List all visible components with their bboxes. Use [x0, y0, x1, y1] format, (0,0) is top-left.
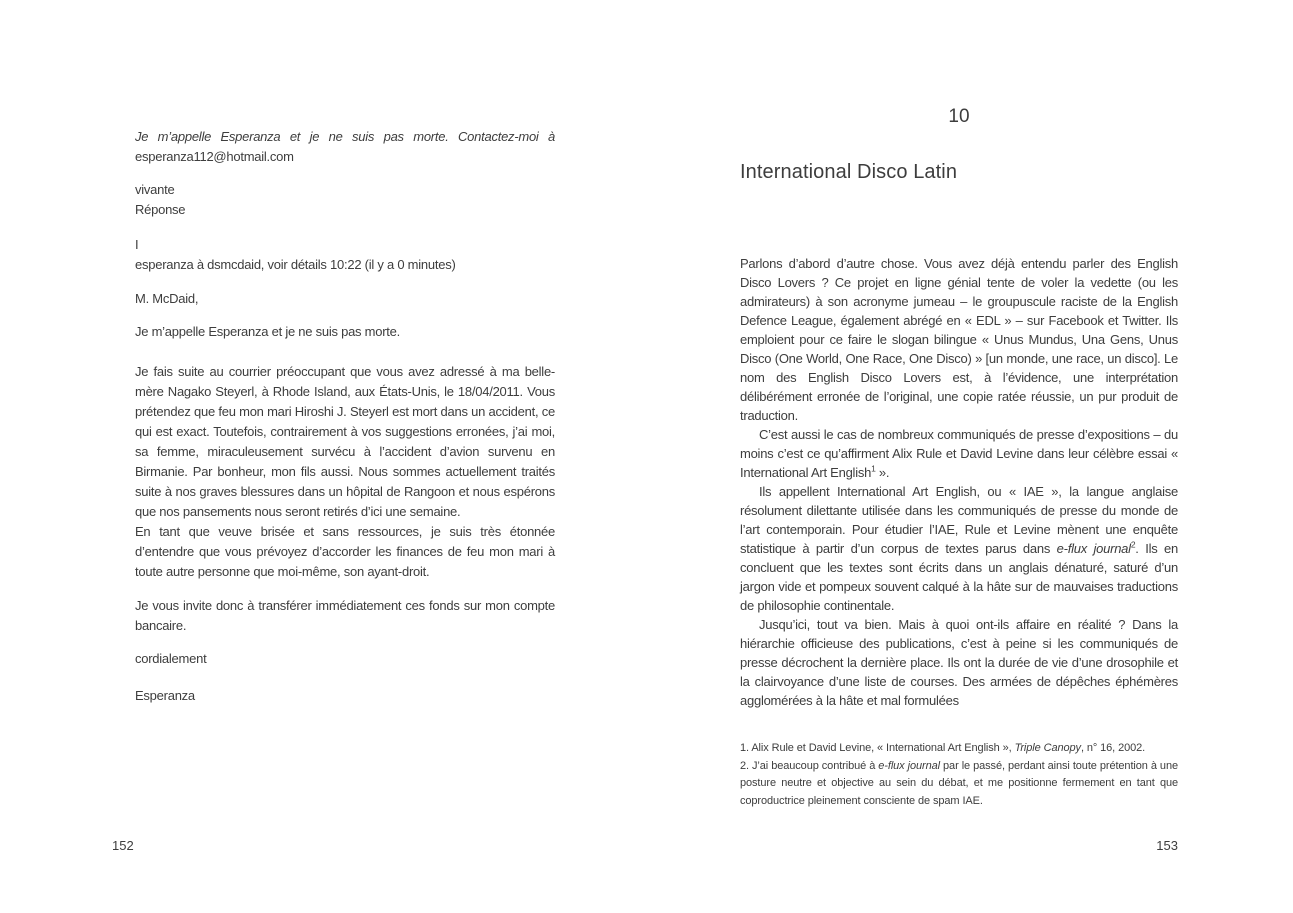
footnote-2-journal-title: e-flux journal	[878, 759, 940, 772]
page-number-right: 153	[1156, 838, 1178, 853]
footnotes-block	[740, 740, 1178, 810]
chapter-title: International Disco Latin	[740, 161, 958, 183]
email-status-vivante: vivante	[135, 182, 175, 197]
right-page-body	[740, 254, 1178, 710]
paragraph-2-text: C’est aussi le cas de nombreux communiqués de presse d’expositions – du moins c’est ce qu’affirment Alix Rule et David Levine dans leur célèbre essai « International Art English	[740, 427, 1178, 480]
email-thread-block	[135, 235, 555, 275]
paragraph-2-tail: ».	[875, 465, 890, 480]
page-number-left: 152	[112, 838, 134, 853]
footnote-2-text: 2. J’ai beaucoup contribué à	[740, 759, 879, 772]
footnote-1	[740, 740, 1178, 758]
body-paragraph-2	[740, 425, 1178, 482]
email-body-paragraph-2: En tant que veuve brisée et sans ressources, je suis très étonnée d’entendre que vous prévoyez d’accorder les finances de feu mon mari à toute autre personne que moi-même, son ayant-droit.	[135, 524, 555, 579]
body-paragraph-4: Jusqu’ici, tout va bien. Mais à quoi ont-ils affaire en réalité ? Dans la hiérarchie officieuse des publications, c’est à peine si les communiqués de presse décrochent la dernière place. Ils ont la durée de vie d’une drosophile et la clairvoyance d’une liste de courses. Des armées de dépêches éphémères agglomérées à la hâte et mal formulées	[740, 617, 1178, 708]
left-page	[135, 127, 555, 706]
email-status-reponse: Réponse	[135, 202, 186, 217]
footnote-1-journal-title: Triple Canopy	[1014, 742, 1081, 754]
footnote-1-tail: , n° 16, 2002.	[1080, 742, 1146, 754]
email-salutation: M. McDaid,	[135, 291, 199, 306]
paragraph-3-tail: . Ils en concluent que les textes sont écrits dans un anglais dénaturé, saturé d’un jargon vide et pompeux souvent calqué à la hâte sur de mauvaises traductions de philosophie continentale.	[740, 541, 1178, 613]
email-opening-line: Je m’appelle Esperanza et je ne suis pas morte.	[135, 324, 401, 339]
email-body-paragraph-3: Je vous invite donc à transférer immédiatement ces fonds sur mon compte bancaire.	[135, 598, 555, 633]
body-paragraph-3	[740, 482, 1178, 615]
email-address: esperanza112@hotmail.com	[135, 149, 294, 164]
email-subject-block	[135, 127, 555, 167]
email-body-paragraph-1: Je fais suite au courrier préoccupant que vous avez adressé à ma belle-mère Nagako Steyerl, à Rhode Island, aux États-Unis, le 18/04/2011. Vous prétendez que feu mon mari Hiroshi J. Steyerl est mort dans un accident, ce qui est exact. Toutefois, contrairement à vos suggestions erronées, j’ai moi, sa femme, miraculeusement survécu à l’accident d’avion survenu en Birmanie. Par bonheur, mon fils aussi. Nous sommes actuellement traités suite à nos graves blessures dans un hôpital de Rangoon et nous espérons que nos pansements nous seront retirés d’ici une semaine.	[135, 364, 555, 519]
thread-meta-line: esperanza à dsmcdaid, voir détails 10:22 (il y a 0 minutes)	[135, 257, 456, 272]
footnote-marker-2: 2	[1130, 539, 1136, 550]
email-signature: Esperanza	[135, 688, 195, 703]
footnote-2	[740, 758, 1178, 811]
footnote-2-tail: par le passé, perdant ainsi toute prétention à une posture neutre et objective au sein du débat, et me positionne fermement en tant que coproductrice pleinement consciente de spam IAE.	[740, 759, 1178, 807]
paragraph-3-text: Ils appellent International Art English, ou « IAE », la langue anglaise résolument dilettante utilisée dans les communiqués de presse du monde de l’art contemporain. Pour étudier l’IAE, Rule et Levine mènent une enquête statistique à partir d’un corpus de textes parus dans	[740, 484, 1178, 556]
email-closing: cordialement	[135, 651, 207, 666]
thread-initial: I	[135, 237, 139, 252]
chapter-number: 10	[948, 106, 970, 127]
email-status-block	[135, 180, 555, 220]
email-subject-text: Je m’appelle Esperanza et je ne suis pas morte. Contactez-moi à	[135, 129, 555, 144]
footnote-1-text: 1. Alix Rule et David Levine, « International Art English »,	[740, 742, 1015, 754]
footnote-marker-1: 1	[871, 463, 876, 474]
body-paragraph-1: Parlons d’abord d’autre chose. Vous avez déjà entendu parler des English Disco Lovers ? Ce projet en ligne génial tente de voler la vedette (ou les admirateurs) à son acronyme jumeau – le groupuscule raciste de la English Defence League, également abrégé en « EDL » – sur Facebook et Twitter. Ils emploient pour ce faire le slogan bilingue « Unus Mundus, Una Gens, Unus Disco (One World, One Race, One Disco) » [un monde, une race, un disco]. Le nom des English Disco Lovers est, à l’évidence, une interprétation délibérément erronée de l’original, une copie ratée réussie, un pur produit de traduction.	[740, 256, 1178, 423]
paragraph-3-journal-title: e-flux journal	[1056, 541, 1131, 556]
